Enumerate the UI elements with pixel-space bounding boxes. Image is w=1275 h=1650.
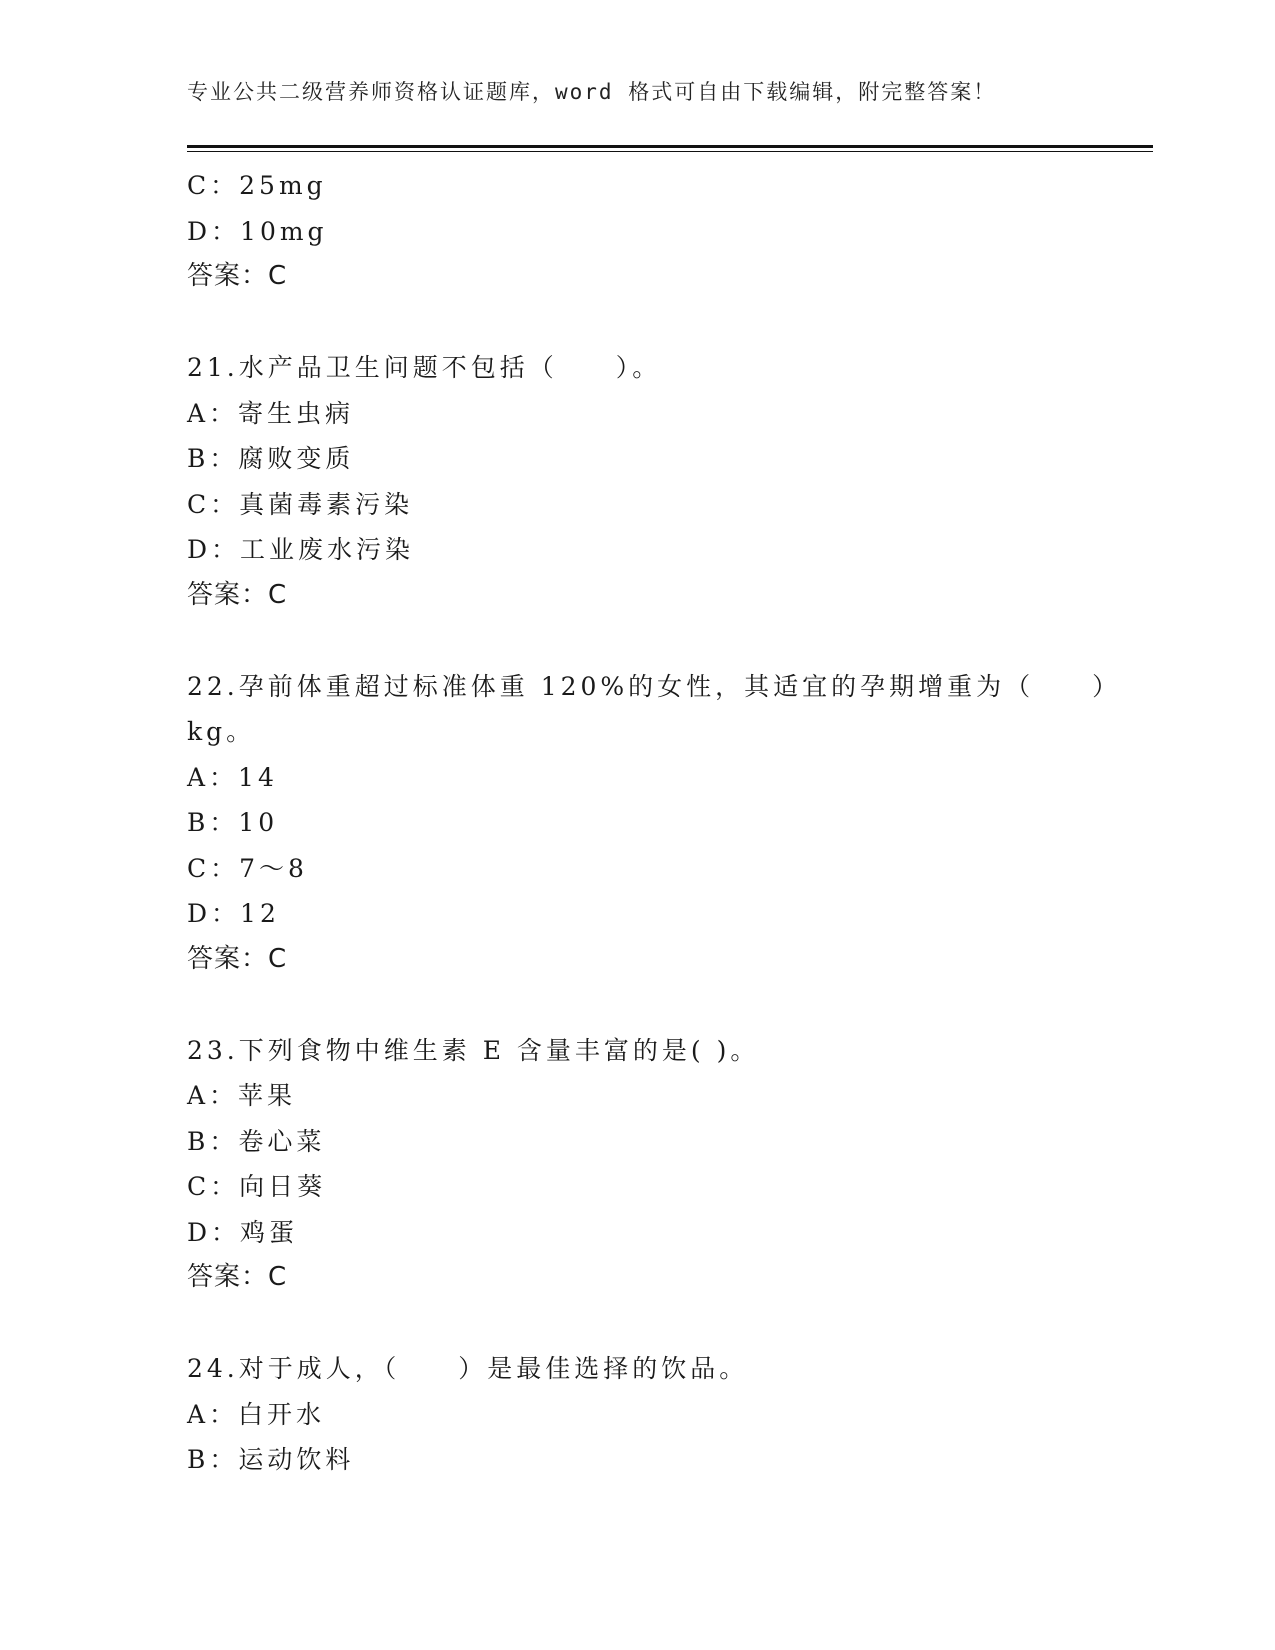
- answer: 答案：C: [187, 1262, 288, 1292]
- option-b: B：腐败变质: [187, 444, 355, 473]
- option-a: A：寄生虫病: [187, 398, 355, 428]
- question-block-24: [187, 1346, 1087, 1483]
- spacer: [187, 982, 1087, 1028]
- question-list: [187, 163, 1122, 1483]
- option-a: A：苹果: [187, 1081, 297, 1110]
- option-c: C：7～8: [187, 853, 308, 883]
- header-rule-thick: [187, 145, 1153, 148]
- spacer: [187, 618, 1087, 664]
- question-text: 24.对于成人，（ ）是最佳选择的饮品。: [187, 1354, 749, 1383]
- question-block-22: [187, 664, 1122, 983]
- spacer: [187, 1301, 1087, 1347]
- option-b: B：卷心菜: [187, 1126, 326, 1156]
- option-d: D：12: [187, 899, 280, 928]
- option-d: D：鸡蛋: [187, 1217, 299, 1247]
- spacer: [187, 300, 1087, 346]
- question-text: 22.孕前体重超过标准体重 120%的女性，其适宜的孕期增重为（ ）: [187, 671, 1122, 701]
- answer: 答案：C: [187, 261, 288, 291]
- option-d: D：10mg: [187, 216, 328, 246]
- option-b: B：运动饮料: [187, 1445, 355, 1474]
- question-text: 21.水产品卫生问题不包括（ ）。: [187, 353, 662, 382]
- answer: 答案：C: [187, 579, 288, 610]
- question-block-prev: [187, 163, 1087, 300]
- header-rule-thin: [187, 151, 1153, 152]
- answer: 答案：C: [187, 943, 288, 974]
- question-text-continued: kg。: [187, 717, 256, 746]
- option-a: A：白开水: [187, 1399, 326, 1429]
- page-header: 专业公共二级营养师资格认证题库，word 格式可自由下载编辑，附完整答案！: [187, 80, 997, 104]
- question-block-21: [187, 345, 1087, 618]
- option-c: C：向日葵: [187, 1172, 327, 1201]
- option-b: B：10: [187, 808, 279, 837]
- option-d: D：工业废水污染: [187, 535, 415, 564]
- option-a: A：14: [187, 762, 278, 792]
- question-text: 23.下列食物中维生素 E 含量丰富的是( )。: [187, 1035, 760, 1065]
- option-c: C：25mg: [187, 171, 327, 200]
- option-c: C：真菌毒素污染: [187, 489, 414, 519]
- question-block-23: [187, 1028, 1087, 1301]
